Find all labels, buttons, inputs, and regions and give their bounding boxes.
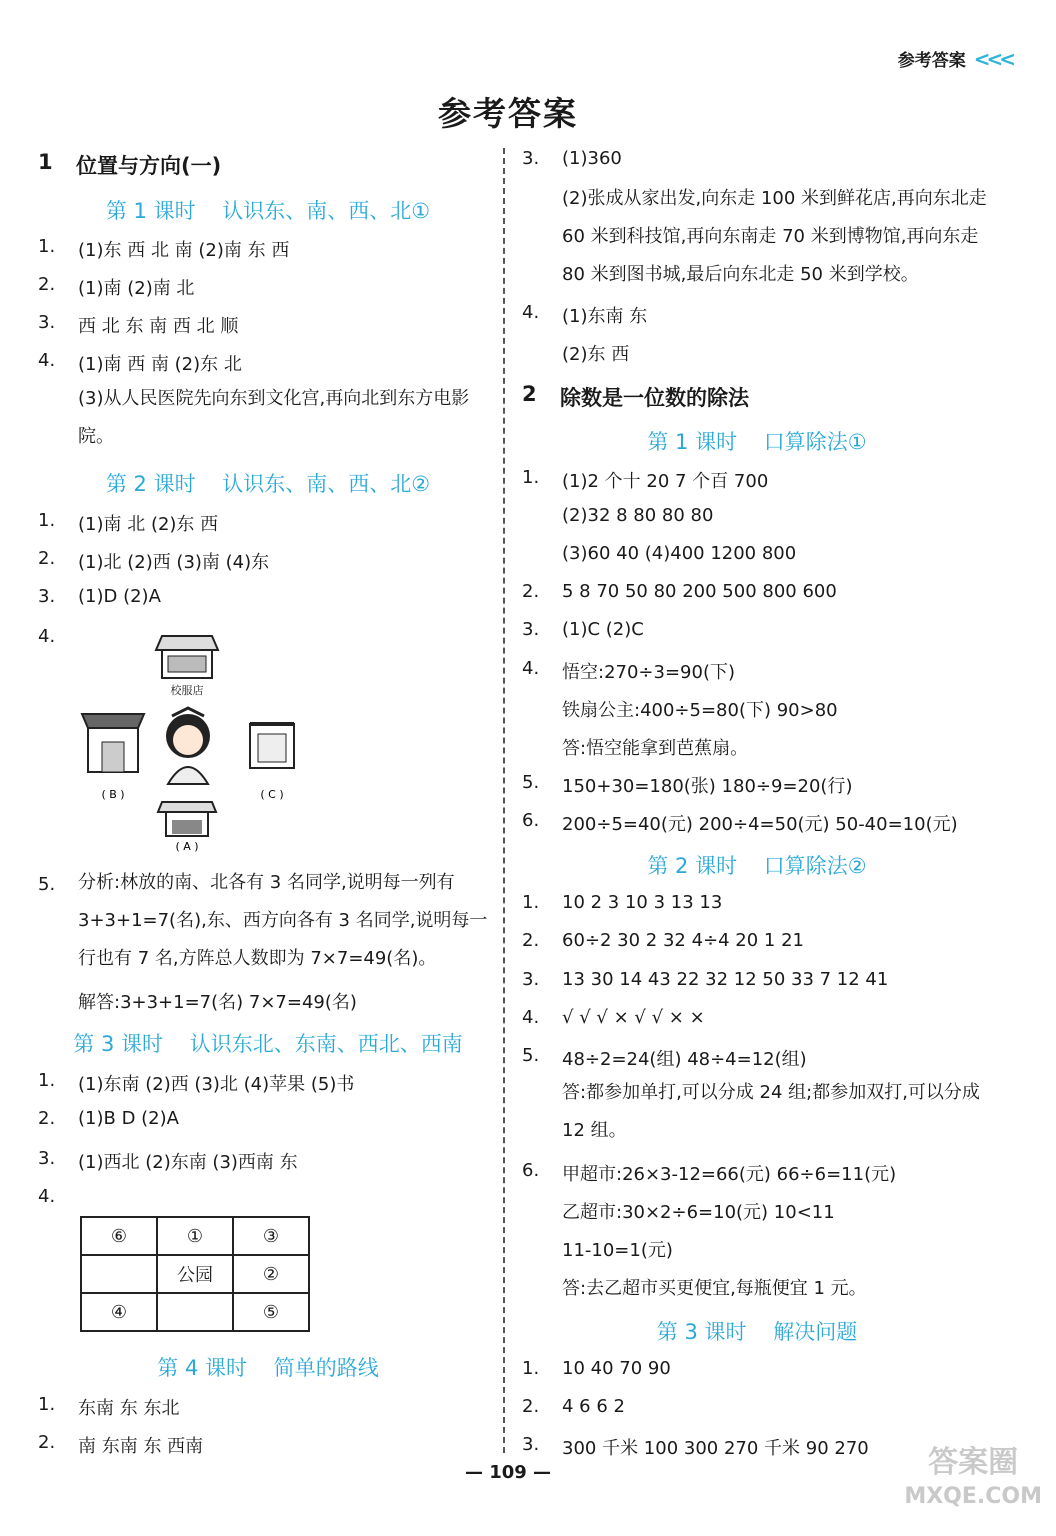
answer-continuation: (2)东 西: [562, 344, 630, 365]
answer-continuation: (2)张成从家出发,向东走 100 米到鲜花店,再向东北走 60 米到科技馆,再向东南走 70 米到博物馆,再向东走 80 米到图书城,最后向东北走 50 米到学校。: [562, 188, 987, 285]
running-header: [898, 46, 1012, 71]
lesson-heading: 第 2 课时 认识东、南、西、北②: [105, 472, 431, 496]
lesson-heading: 第 3 课时 认识东北、东南、西北、西南: [73, 1032, 463, 1056]
grid-cell: ③: [233, 1217, 309, 1255]
section-title: 位置与方向(一): [76, 154, 222, 178]
shop-building-icon: [156, 636, 218, 678]
label-a: ( A ): [175, 840, 199, 853]
lesson-heading: 第 1 课时 口算除法①: [647, 430, 867, 454]
page-number: — 109 —: [464, 1462, 552, 1483]
section-number: 1: [38, 150, 53, 174]
label-c: ( C ): [260, 788, 284, 801]
grid-cell: ①: [157, 1217, 233, 1255]
label-b: ( B ): [101, 788, 125, 801]
answer-continuation: (3)从人民医院先向东到文化宫,再向北到东方电影院。: [78, 388, 470, 447]
house-b-icon: [82, 714, 144, 772]
grid-cell: ②: [233, 1255, 309, 1293]
lesson-heading: 第 3 课时 解决问题: [656, 1320, 858, 1344]
grid-cell: ⑤: [233, 1293, 309, 1331]
grid-cell: [81, 1255, 157, 1293]
lesson-heading: 第 4 课时 简单的路线: [157, 1356, 379, 1380]
section-title: 除数是一位数的除法: [560, 386, 749, 410]
stall-c-icon: [250, 724, 294, 768]
answer-solution: 解答:3+3+1=7(名) 7×7=49(名): [78, 992, 357, 1013]
header-label: 参考答案: [897, 51, 966, 71]
grid-cell: ④: [81, 1293, 157, 1331]
chevron-icon: <<<: [973, 46, 1012, 71]
lesson-heading: 第 2 课时 口算除法②: [647, 854, 867, 878]
position-grid: [80, 1216, 310, 1332]
girl-figure-icon: [166, 708, 210, 784]
answer-analysis: 分析:林放的南、北各有 3 名同学,说明每一列有 3+3+1=7(名),东、西方向各有 3 名同学,说明每一行也有 7 名,方阵总人数即为 7×7=49(名)。: [78, 872, 488, 969]
watermark-logo: 答案圈 MXQE.COM: [904, 1445, 1042, 1509]
grid-cell: 公园: [157, 1255, 233, 1293]
grid-cell: [157, 1293, 233, 1331]
section-number: 2: [522, 382, 537, 406]
stall-a-icon: [158, 802, 216, 836]
figure-top-label: 校服店: [170, 684, 204, 697]
grid-cell: ⑥: [81, 1217, 157, 1255]
column-divider: [503, 148, 505, 1453]
answer-explanation: 答:都参加单打,可以分成 24 组;都参加双打,可以分成 12 组。: [562, 1082, 980, 1141]
direction-figure: [80, 624, 320, 854]
lesson-heading: 第 1 课时 认识东、南、西、北①: [105, 199, 431, 223]
page-title: 参考答案: [438, 94, 578, 133]
